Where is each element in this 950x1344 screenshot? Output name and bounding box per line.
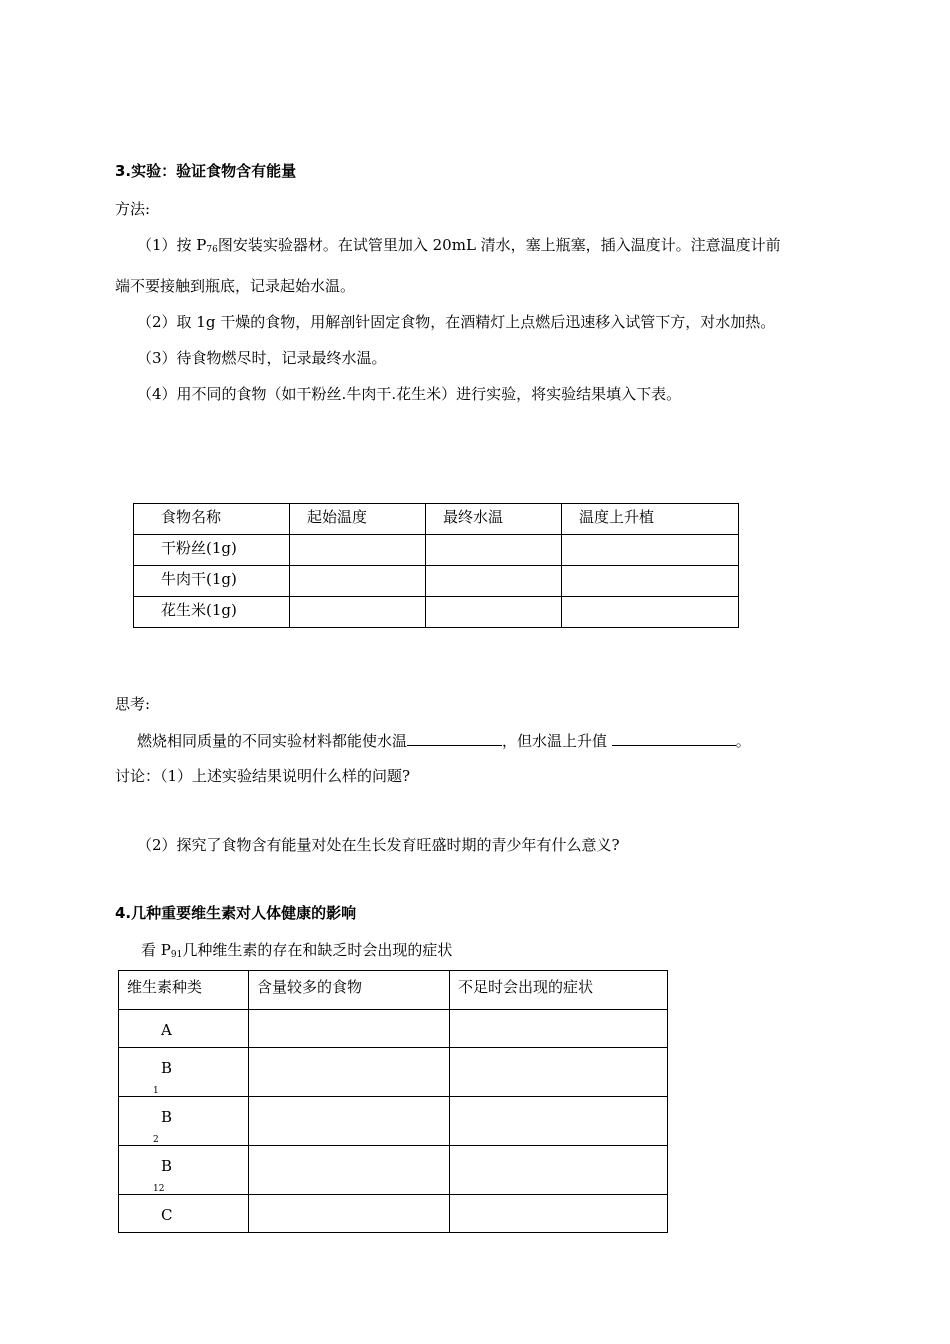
header-cell: 温度上升植 bbox=[562, 504, 739, 535]
vitamin-cell: B $_{12}$ bbox=[119, 1146, 249, 1195]
food-cell[interactable] bbox=[249, 1010, 450, 1048]
step1-line1: （1）按 $P_{76}$图安装实验器材。在试管里加入 20mL 清水，塞上瓶塞，插入温度计。注意温度计前 bbox=[137, 236, 781, 255]
table-row bbox=[119, 1010, 668, 1048]
section4-heading: 4.几种重要维生素对人体健康的影响 bbox=[115, 904, 357, 922]
food-name-cell: 牛肉干(1g) bbox=[134, 566, 290, 597]
food-cell[interactable] bbox=[249, 1195, 450, 1233]
food-name-cell: 花生米(1g) bbox=[134, 597, 290, 628]
table-header-row bbox=[134, 504, 739, 535]
start-temp-cell[interactable] bbox=[290, 535, 426, 566]
vitamin-cell: B $_1$ bbox=[119, 1048, 249, 1097]
start-temp-cell[interactable] bbox=[290, 566, 426, 597]
food-name-cell: 干粉丝(1g) bbox=[134, 535, 290, 566]
table-row bbox=[134, 535, 739, 566]
food-cell[interactable] bbox=[249, 1048, 450, 1097]
final-temp-cell[interactable] bbox=[426, 597, 562, 628]
section4-intro: 看 $P_{91}$几种维生素的存在和缺乏时会出现的症状 bbox=[141, 941, 453, 960]
symptom-cell[interactable] bbox=[450, 1010, 668, 1048]
table-row bbox=[134, 566, 739, 597]
answer-blank-1[interactable] bbox=[407, 729, 502, 746]
table-row bbox=[119, 1146, 668, 1195]
method-label: 方法: bbox=[115, 200, 151, 218]
thinking-label: 思考: bbox=[115, 695, 151, 713]
symptom-cell[interactable] bbox=[450, 1146, 668, 1195]
temp-rise-cell[interactable] bbox=[562, 535, 739, 566]
answer-blank-2[interactable] bbox=[612, 729, 736, 746]
food-cell[interactable] bbox=[249, 1097, 450, 1146]
final-temp-cell[interactable] bbox=[426, 566, 562, 597]
header-cell: 含量较多的食物 bbox=[249, 971, 450, 1010]
vitamin-cell: C bbox=[119, 1195, 249, 1233]
symptom-cell[interactable] bbox=[450, 1195, 668, 1233]
step2: （2）取 1g 干燥的食物，用解剖针固定食物，在酒精灯上点燃后迅速移入试管下方，对水加热。 bbox=[137, 313, 776, 331]
vitamin-cell: A bbox=[119, 1010, 249, 1048]
food-cell[interactable] bbox=[249, 1146, 450, 1195]
step1-line2: 端不要接触到瓶底，记录起始水温。 bbox=[115, 277, 356, 295]
discussion-2: （2）探究了食物含有能量对处在生长发育旺盛时期的青少年有什么意义? bbox=[137, 836, 620, 854]
step4: （4）用不同的食物（如干粉丝.牛肉干.花生米）进行实验，将实验结果填入下表。 bbox=[137, 385, 682, 403]
table-header-row bbox=[119, 971, 668, 1010]
discussion-1: 讨论：（1）上述实验结果说明什么样的问题? bbox=[115, 767, 411, 785]
header-cell: 维生素种类 bbox=[119, 971, 249, 1010]
table-row bbox=[119, 1097, 668, 1146]
header-cell: 不足时会出现的症状 bbox=[450, 971, 668, 1010]
symptom-cell[interactable] bbox=[450, 1048, 668, 1097]
table-row bbox=[134, 597, 739, 628]
final-temp-cell[interactable] bbox=[426, 535, 562, 566]
section3-heading: 3.实验：验证食物含有能量 bbox=[115, 162, 297, 180]
vitamin-cell: B $_2$ bbox=[119, 1097, 249, 1146]
header-cell: 起始温度 bbox=[290, 504, 426, 535]
header-cell: 最终水温 bbox=[426, 504, 562, 535]
symptom-cell[interactable] bbox=[450, 1097, 668, 1146]
temp-rise-cell[interactable] bbox=[562, 597, 739, 628]
thinking-sentence: 燃烧相同质量的不同实验材料都能使水温 ，但水温上升值 。 bbox=[137, 729, 751, 751]
start-temp-cell[interactable] bbox=[290, 597, 426, 628]
step3: （3）待食物燃尽时，记录最终水温。 bbox=[137, 349, 387, 367]
vitamin-table bbox=[118, 970, 668, 1233]
header-cell: 食物名称 bbox=[134, 504, 290, 535]
temp-rise-cell[interactable] bbox=[562, 566, 739, 597]
food-energy-table bbox=[133, 503, 739, 628]
table-row bbox=[119, 1195, 668, 1233]
table-row bbox=[119, 1048, 668, 1097]
